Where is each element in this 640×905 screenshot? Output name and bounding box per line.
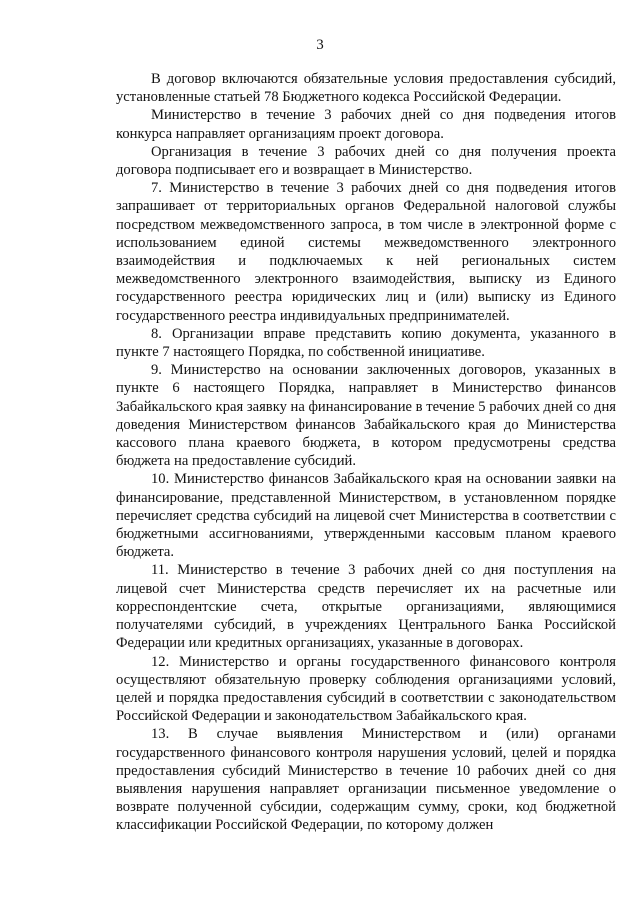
paragraph-item-10: 10. Министерство финансов Забайкальского края на основании заявки на финансирование, представленной Министерством, в установленном порядке перечисляет средства субсидий на лицевой счет Министерства в соответствии с бюджетными ассигнованиями, утвержденными кассовым планом краевого бюджета. — [116, 471, 616, 561]
paragraph-item-8: 8. Организации вправе представить копию документа, указанного в пункте 7 настоящего Порядка, по собственной инициативе. — [116, 325, 616, 361]
paragraph-item-12: 12. Министерство и органы государственного финансового контроля осуществляют обязательную проверку соблюдения организациями условий, целей и порядка предоставления субсидий в соответствии с законодательством Российской Федерации и законодательством Забайкальского края. — [116, 653, 616, 725]
paragraph: Министерство в течение 3 рабочих дней со дня подведения итогов конкурса направляет организациям проект договора. — [116, 107, 616, 142]
paragraph-item-9: 9. Министерство на основании заключенных договоров, указанных в пункте 6 настоящего Порядка, направляет в Министерство финансов Забайкальского края заявку на финансирование в течение 5 рабочих дней со дня доведения Министерством финансов Забайкальского края до Министерства кассового плана краевого бюджета, в котором предусмотрены средства бюджета на предоставление субсидий. — [116, 362, 616, 470]
document-body — [116, 70, 616, 835]
paragraph-item-11: 11. Министерство в течение 3 рабочих дней со дня поступления на лицевой счет Министерства средств перечисляет их на расчетные или корреспондентские счета, открытые организациями, являющимися получателями субсидий, в учреждениях Центрального Банка Российской Федерации или кредитных организациях, указанные в договорах. — [116, 562, 616, 652]
page-number: 3 — [316, 37, 324, 53]
paragraph: В договор включаются обязательные условия предоставления субсидий, установленные статьей 78 Бюджетного кодекса Российской Федерации. — [116, 71, 616, 106]
paragraph-item-13: 13. В случае выявления Министерством и (или) органами государственного финансового контроля нарушения условий, целей и порядка предоставления субсидий Министерство в течение 10 рабочих дней со дня выявления нарушения направляет организации письменное уведомление о возврате полученной субсидии, содержащим сумму, сроки, код бюджетной классификации Российской Федерации, по которому должен — [116, 726, 616, 834]
paragraph: Организация в течение 3 рабочих дней со дня получения проекта договора подписывает его и возвращает в Министерство. — [116, 143, 616, 179]
paragraph-item-7: 7. Министерство в течение 3 рабочих дней со дня подведения итогов запрашивает от территориальных органов Федеральной налоговой службы посредством межведомственного запроса, в том числе в электронной форме с использованием единой системы межведомственного электронного взаимодействия и подключаемых к ней региональных систем межведомственного электронного взаимодействия, выписку из Единого государственного реестра юридических лиц и (или) выписку из Единого государственного реестра индивидуальных предпринимателей. — [116, 180, 616, 324]
